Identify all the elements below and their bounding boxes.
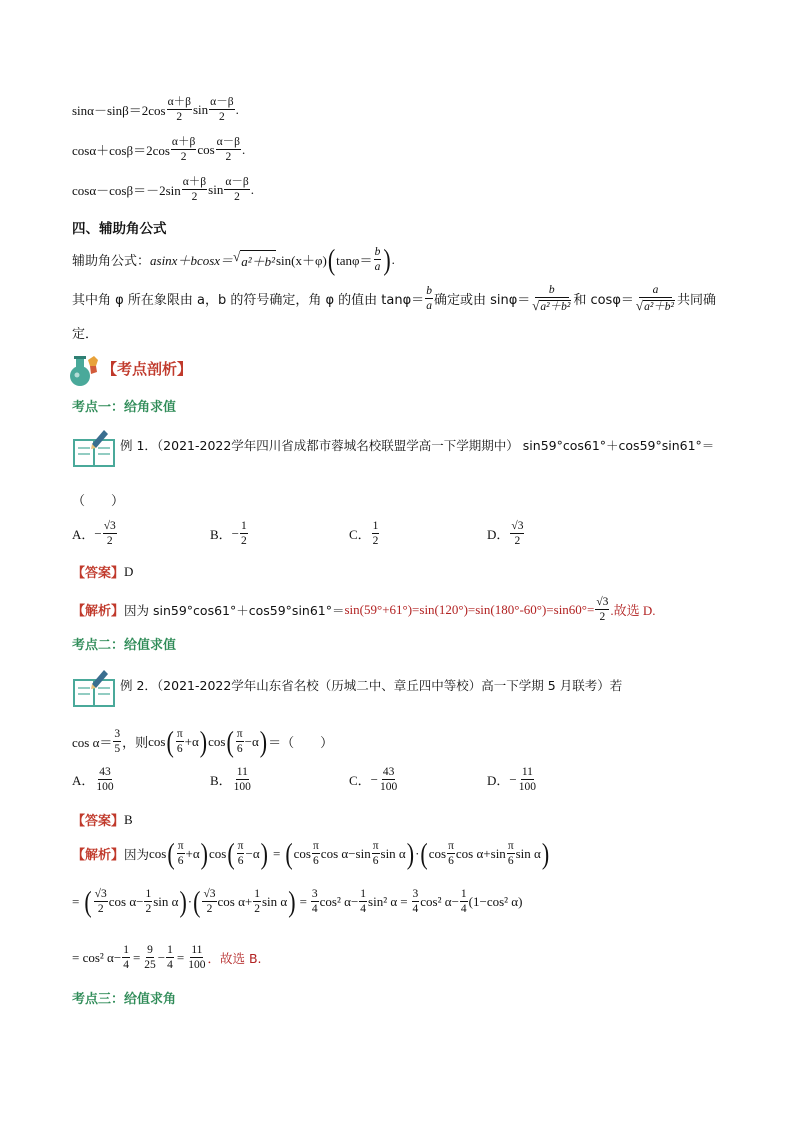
formula-text: +α (184, 733, 199, 749)
section-heading: 四、辅助角公式 (72, 221, 167, 236)
fraction (166, 944, 174, 971)
fraction (240, 520, 248, 547)
analysis-text: .故选 D. (610, 603, 656, 619)
fraction (374, 246, 382, 273)
formula-text: cos (197, 141, 215, 157)
fraction (237, 840, 245, 867)
denominator: 2 (254, 903, 260, 916)
kd1-title: 考点一：给角求值 (72, 399, 177, 414)
denominator: 100 (380, 781, 398, 794)
denominator: 6 (372, 855, 379, 868)
fraction (412, 888, 420, 915)
numerator: 1 (253, 888, 261, 902)
numerator: b (535, 284, 569, 298)
denominator: 2 (145, 903, 152, 916)
option-label: C． (349, 773, 371, 789)
numerator: α＋β (182, 176, 207, 190)
answer-value: B (124, 811, 133, 827)
sign: − (231, 525, 240, 541)
formula-text: sin α (153, 893, 179, 909)
fraction (103, 520, 117, 547)
analysis-text: 因为 (124, 846, 150, 862)
fraction (171, 136, 196, 163)
formula-text: cos (209, 845, 227, 861)
numerator: √3 (103, 520, 117, 534)
numerator: 11 (236, 766, 249, 780)
numerator: α－β (209, 96, 234, 110)
denominator: 6 (236, 743, 243, 756)
fraction (187, 944, 206, 971)
formula-text: sinα－sinβ＝2cos (72, 103, 166, 119)
numerator: π (236, 728, 244, 742)
fraction (372, 520, 380, 547)
formula-text: . (250, 181, 254, 197)
numerator: 3 (311, 888, 319, 902)
denominator: 4 (167, 959, 173, 972)
fraction: b √ a²＋b² (532, 284, 571, 314)
numerator: 3 (113, 728, 121, 742)
formula-text: cos (428, 845, 447, 861)
ex1-paren: （ ） (72, 494, 125, 509)
formula-text: sin (208, 181, 224, 197)
question-stem: 例 1．（2021-2022学年四川省成都市蓉城名校联盟学高一下学期期中） sin59°cos61°＋cos59°sin61°＝ (120, 438, 715, 453)
denominator: a (426, 300, 432, 313)
formula-text: sin² α (368, 893, 398, 909)
flask-icon (64, 352, 100, 388)
formula-text: tanφ＝ (336, 253, 373, 269)
fraction (95, 766, 114, 793)
sign: − (94, 525, 102, 541)
numerator: b (425, 285, 433, 299)
numerator: 9 (146, 944, 154, 958)
option-label: A． (72, 527, 95, 543)
fraction (144, 888, 152, 915)
fraction (94, 888, 108, 915)
numerator: 1 (144, 888, 152, 902)
formula-text: sin α (515, 845, 541, 861)
denominator: 100 (518, 781, 536, 794)
answer-tag: 【答案】 (72, 565, 125, 580)
formula-text: cos α (455, 845, 484, 861)
denominator: 25 (144, 959, 156, 972)
option-label: B． (210, 527, 232, 543)
denominator: 2 (218, 111, 225, 124)
ex1-option-d[interactable] (487, 520, 525, 547)
fraction (253, 888, 261, 915)
denominator: 100 (233, 781, 251, 794)
numerator: π (447, 840, 455, 854)
denominator: 2 (225, 151, 232, 164)
book-pencil-icon (72, 668, 116, 708)
formula-text: sin (490, 845, 506, 861)
formula-text: . (391, 251, 395, 267)
formula-text: cos α＝ (72, 735, 113, 751)
option-label: D． (487, 527, 510, 543)
formula-text: . (235, 101, 239, 117)
fraction (202, 888, 216, 915)
fraction (209, 96, 234, 123)
formula-text: cos (293, 845, 311, 861)
numerator: α－β (216, 136, 241, 150)
denominator: 100 (96, 781, 114, 794)
numerator: π (372, 840, 380, 854)
fraction (359, 888, 367, 915)
denominator: 6 (177, 855, 184, 868)
formula-text: cos α (108, 893, 137, 909)
denominator: a (374, 261, 381, 274)
fraction (236, 728, 244, 755)
formula-text: = cos² α− (72, 949, 122, 965)
denominator: 2 (206, 903, 213, 916)
formula-text: cosα＋cosβ＝2cos (72, 143, 170, 159)
formula-text: cosα－cosβ＝－2sin (72, 183, 181, 199)
numerator: π (312, 840, 320, 854)
denominator: 2 (599, 611, 606, 624)
ex1-stem (120, 436, 714, 454)
numerator: π (507, 840, 515, 854)
ex1-answer (72, 562, 133, 581)
formula-text: ，则 (122, 736, 149, 752)
denominator: 6 (448, 855, 454, 868)
ex2-answer (72, 810, 133, 829)
fraction (518, 766, 537, 793)
numerator: a (639, 284, 673, 298)
numerator: 11 (521, 766, 534, 780)
formula-text: − (350, 893, 359, 909)
numerator: 1 (240, 520, 248, 534)
formula-text: (1−cos² α) (468, 893, 523, 909)
sign: − (509, 771, 517, 787)
formula-sin-diff (72, 96, 239, 123)
ex2-option-c[interactable] (349, 766, 399, 793)
book-pencil-icon (72, 428, 116, 468)
formula-text: . (242, 141, 246, 157)
fraction: a √ a²＋b² (635, 284, 674, 314)
aux-angle-description-end: 定． (72, 327, 99, 342)
numerator: 11 (190, 944, 203, 958)
banner-title: 【考点剖析】 (102, 361, 193, 378)
denominator: 2 (372, 535, 379, 548)
fraction (143, 944, 157, 971)
sqrt: √ a²＋b² (233, 249, 275, 270)
formula-text: sin (193, 101, 209, 117)
question-stem: 例 2．（2021-2022学年山东省名校（历城二中、章丘四中等校）高一下学期 5 月联考）若 (120, 678, 623, 693)
fraction (113, 728, 121, 755)
answer-tag: 【答案】 (72, 813, 125, 828)
ex2-analysis-line3: = cos² α− $\frac{1}{4}$ = $\frac{9}{25}$ − $\frac{1}{4}$ = $\frac{11}{100}$ ．故选 B. (72, 944, 262, 972)
option-label: B． (210, 773, 232, 789)
ex1-analysis (72, 596, 656, 623)
analysis-tag: 【解析】 (72, 847, 125, 863)
fraction (595, 596, 609, 623)
denominator: 2 (514, 535, 521, 548)
option-label: A． (72, 773, 95, 789)
formula-text: − (451, 893, 459, 909)
formula-text: + (244, 893, 253, 909)
denominator: 4 (412, 903, 419, 916)
numerator: √3 (510, 520, 524, 534)
label: 辅助角公式： (72, 254, 151, 270)
radicand: a²＋b² (644, 301, 674, 314)
numerator: 1 (372, 520, 380, 534)
analysis-banner (102, 358, 192, 379)
formula-text: cos² α (420, 893, 452, 909)
numerator: √3 (202, 888, 216, 902)
fraction (447, 840, 455, 867)
denominator: 2 (176, 111, 183, 124)
fraction (507, 840, 515, 867)
fraction (425, 285, 433, 312)
numerator: √3 (595, 596, 609, 610)
ex2-stem (120, 676, 622, 694)
fraction (510, 520, 524, 547)
formula-text: sin (355, 845, 371, 861)
fraction (460, 888, 468, 915)
formula-text: sin α (380, 845, 406, 861)
formula-text: sin α (262, 893, 288, 909)
formula-text: −α (244, 733, 259, 749)
formula-text: cos (148, 733, 166, 749)
numerator: π (176, 728, 184, 742)
numerator: π (177, 840, 185, 854)
fraction (216, 136, 241, 163)
fraction (372, 840, 380, 867)
ex2-option-b[interactable] (210, 766, 253, 793)
formula-text: cos (149, 845, 167, 861)
denominator: 2 (106, 535, 113, 548)
formula-cos-diff (72, 176, 254, 203)
denominator: 2 (180, 151, 187, 164)
fraction (177, 840, 185, 867)
ex1-option-c[interactable] (349, 520, 380, 547)
formula-text: cos (208, 733, 226, 749)
ex2-condition: cos α＝ $\frac{3}{5}$ ，则 cos ( $\frac{\pi}{6}$ +α ) cos ( $\frac{\pi}{6}$ −α ) ＝（ ） (72, 724, 334, 758)
fraction (182, 176, 207, 203)
numerator: 1 (460, 888, 468, 902)
numerator: √3 (94, 888, 108, 902)
fraction (122, 944, 130, 971)
fraction (167, 96, 192, 123)
answer-value: D (124, 563, 134, 579)
formula-text: cos² α (319, 893, 351, 909)
ex2-option-d[interactable] (487, 766, 538, 793)
analysis-text: ．故选 B. (207, 950, 262, 966)
denominator: 4 (460, 903, 467, 916)
fraction (311, 888, 319, 915)
analysis-tag: 【解析】 (72, 603, 125, 619)
aux-angle-formula: 辅助角公式： asinx＋bcosx＝ √ a²＋b² sin(x＋φ) ( tanφ＝ $\frac{b}{a}$ ) . (72, 242, 395, 276)
formula-text: −α (245, 845, 260, 861)
numerator: α＋β (167, 96, 192, 110)
numerator: 1 (359, 888, 367, 902)
numerator: π (237, 840, 245, 854)
ex1-option-b[interactable] (210, 520, 249, 547)
denominator: 4 (123, 959, 129, 972)
analysis-text: 因为 sin59°cos61°＋cos59°sin61°＝ (124, 602, 345, 618)
analysis-text: sin(59°+61°)=sin(120°)=sin(180°-60°)=sin60°= (344, 601, 595, 617)
ex1-option-a[interactable] (72, 520, 118, 547)
denominator: 6 (313, 855, 319, 868)
fraction (176, 728, 184, 755)
numerator: b (374, 246, 382, 260)
desc-text: 共同确 (676, 293, 716, 309)
formula-cos-sum (72, 136, 245, 163)
formula-text: cos α (320, 845, 349, 861)
sign: − (370, 771, 379, 787)
fraction (312, 840, 320, 867)
desc-text: 其中角 φ 所在象限由 a，b 的符号确定，角 φ 的值由 tanφ＝ (72, 293, 425, 309)
denominator: 4 (360, 903, 367, 916)
option-label: D． (487, 773, 510, 789)
formula-text: − (348, 845, 356, 861)
denominator: 5 (114, 743, 121, 756)
radicand: a²＋b² (540, 301, 571, 314)
desc-text: 和 cosφ＝ (573, 293, 634, 309)
numerator: 43 (382, 766, 396, 780)
kd3-title: 考点三：给值求角 (72, 991, 177, 1006)
option-label: C． (349, 527, 371, 543)
numerator: α－β (224, 176, 249, 190)
ex2-option-a[interactable] (72, 766, 116, 793)
radicand: a²＋b² (240, 250, 276, 270)
numerator: 1 (166, 944, 174, 958)
denominator: 6 (176, 743, 183, 756)
fraction (233, 766, 252, 793)
ex2-analysis-line1: 【解析】 因为 cos ( $\frac{\pi}{6}$ +α ) cos ( $\frac{\pi}{6}$ −α ) = ( cos $\frac{\pi}{6}$ cos α − sin $\frac{\pi}{6}$ sin α ) · ( cos $\frac{\pi}{6}$ cos α + sin $\frac{\pi}{6}$ sin α ) (72, 836, 550, 870)
formula-text: ＝（ ） (268, 736, 334, 752)
denominator: 2 (97, 903, 104, 916)
denominator: 2 (234, 191, 240, 204)
formula-text: − (136, 893, 144, 909)
formula-text: asinx＋bcosx＝ (150, 253, 234, 269)
ex2-analysis-line2: = ( $\frac{√3}{2}$ cos α − $\frac{1}{2}$ sin α ) · ( $\frac{√3}{2}$ cos α + $\frac{1}{2}$ sin α ) = $\frac{3}{4}$ cos² α − $\frac{1}{4}$ sin² α = $\frac{3}{4}$ cos² α − $\frac{1}{4}$ (1−cos² α) (72, 884, 523, 918)
formula-text: cos α (217, 893, 245, 909)
aux-angle-description (72, 284, 716, 313)
formula-text: sin(x＋φ) (276, 253, 327, 269)
denominator: 6 (237, 855, 244, 868)
fraction (379, 766, 398, 793)
formula-text: + (483, 845, 491, 861)
numerator: 3 (412, 888, 420, 902)
formula-text: − (157, 949, 166, 965)
kd2-title: 考点二：给值求值 (72, 637, 177, 652)
denominator: 2 (241, 535, 247, 548)
fraction (224, 176, 249, 203)
denominator: 6 (507, 855, 514, 868)
formula-text: +α (185, 845, 200, 861)
desc-text: 确定或由 sinφ＝ (433, 293, 531, 309)
denominator: 4 (311, 903, 318, 916)
denominator: 100 (188, 959, 206, 972)
numerator: α＋β (171, 136, 196, 150)
numerator: 43 (98, 766, 112, 780)
formula-text: = (72, 893, 80, 909)
denominator: 2 (191, 191, 198, 204)
numerator: 1 (122, 944, 130, 958)
